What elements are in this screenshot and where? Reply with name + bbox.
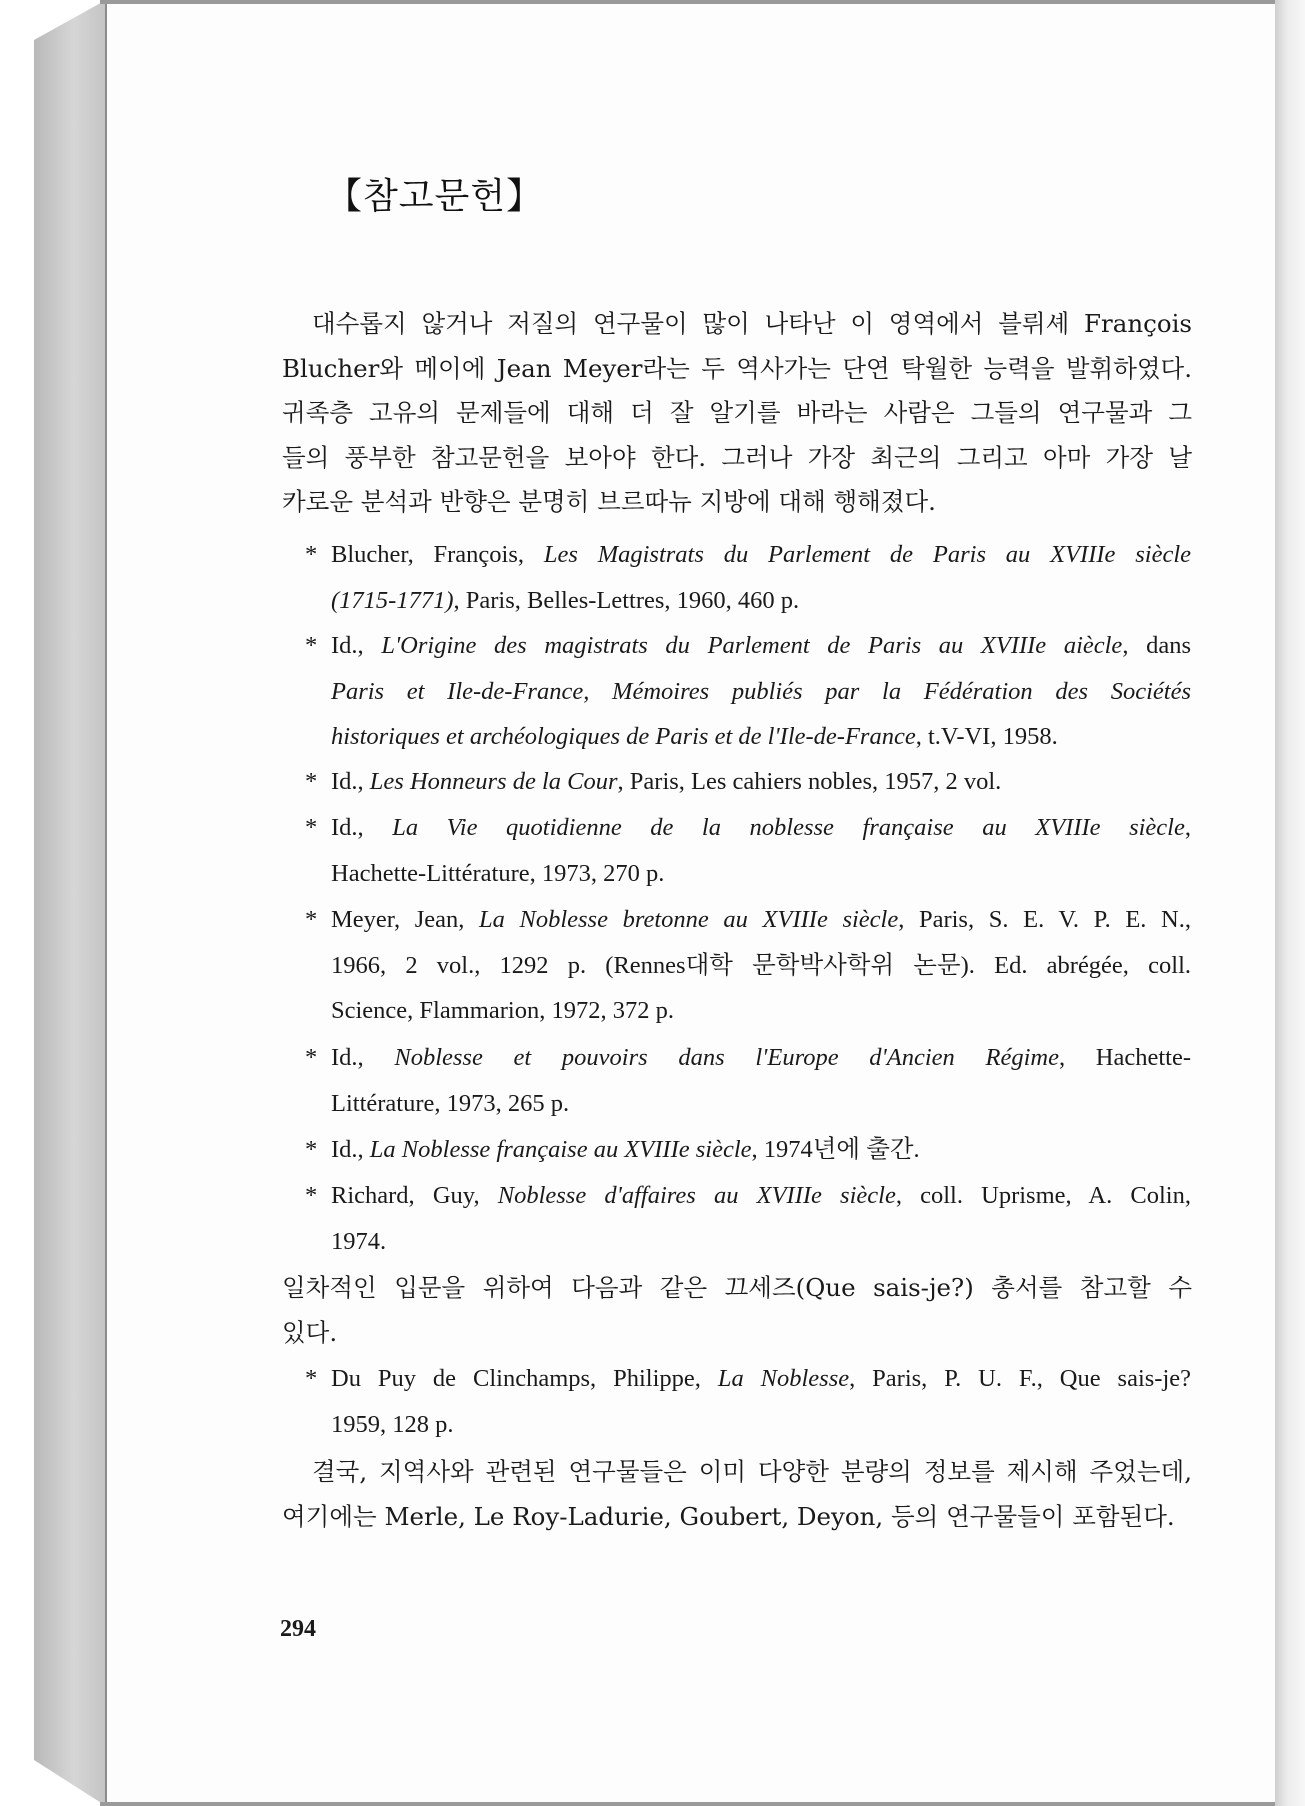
ref-text: , Paris, Les cahiers nobles, 1957, 2 vol. xyxy=(617,768,1002,795)
ref-text: Meyer, Jean, xyxy=(331,906,479,933)
text-line: 결국, 지역사와 관련된 연구물들은 이미 다양한 분량의 정보를 제시해 주었는데, xyxy=(312,1457,1192,1486)
text-line: 여기에는 Merle, Le Roy-Ladurie, Goubert, Deyon, 등의 연구물들이 포함된다. xyxy=(282,1501,1175,1531)
ref-text: Science, Flammarion, 1972, 372 p. xyxy=(331,997,674,1024)
ref-text: 1974. xyxy=(331,1227,387,1255)
ref-text: , Paris, Belles-Lettres, 1960, 460 p. xyxy=(453,586,800,614)
ref-text: Blucher, François, xyxy=(331,541,544,568)
ref-title: Noblesse d'affaires au XVIIIe siècle xyxy=(497,1182,896,1209)
ref-title: historiques et archéologiques de Paris et de l'Ile-de-France xyxy=(331,723,916,750)
reference-item xyxy=(305,1173,1191,1264)
bottom-border xyxy=(100,1802,1275,1806)
section-heading: 【참고문헌】 xyxy=(326,176,544,217)
text-line: 대수롭지 않거나 저질의 연구물이 많이 나타난 이 영역에서 블뤼셰 François xyxy=(312,309,1192,338)
ref-text: , 1974년에 출간. xyxy=(751,1136,920,1163)
ref-text: 1966, 2 vol., 1292 p. (Rennes대학 문학박사학위 논문). Ed. abrégée, coll. xyxy=(331,951,1191,979)
reference-item xyxy=(305,759,1191,805)
ref-text: Id., xyxy=(331,632,382,659)
ref-title: Paris et Ile-de-France, Mémoires publiés par la Fédération des Sociétés xyxy=(331,677,1191,705)
reference-item xyxy=(305,897,1191,1034)
bullet-star: * xyxy=(305,1182,318,1209)
ref-title: (1715-1771) xyxy=(331,586,454,614)
ref-text: , xyxy=(1184,814,1191,841)
reference-item xyxy=(305,1035,1191,1126)
bullet-star: * xyxy=(305,541,318,568)
ref-text: Richard, Guy, xyxy=(331,1182,498,1209)
page-number: 294 xyxy=(280,1616,316,1642)
bullet-star: * xyxy=(305,1365,318,1392)
ref-text: Id., xyxy=(331,1044,395,1071)
ref-text: , Paris, S. E. V. P. E. N., xyxy=(898,906,1191,933)
bullet-star: * xyxy=(305,1044,318,1071)
intro-paragraph xyxy=(282,302,1192,525)
bullet-star: * xyxy=(305,768,318,795)
page-edge-shadow xyxy=(1275,0,1305,1806)
text-line: 귀족층 고유의 문제들에 대해 더 잘 알기를 바라는 사람은 그들의 연구물과 그 xyxy=(282,398,1192,427)
bullet-star: * xyxy=(305,906,318,933)
text-line: 일차적인 입문을 위하여 다음과 같은 끄세즈(Que sais-je?) 총서를 참고할 수 xyxy=(282,1273,1192,1302)
bullet-star: * xyxy=(305,814,318,841)
reference-item xyxy=(305,532,1191,623)
ref-text: , Hachette- xyxy=(1058,1044,1191,1071)
top-border xyxy=(100,0,1275,4)
ref-text: , t.V-VI, 1958. xyxy=(915,723,1058,750)
reference-item xyxy=(305,1127,1191,1173)
ref-text: Id., xyxy=(331,1136,370,1163)
ref-title: La Noblesse bretonne au XVIIIe siècle xyxy=(479,906,899,933)
ref-text: Id., xyxy=(331,768,370,795)
book-spine xyxy=(34,0,106,1806)
ref-title: La Vie quotidienne de la noblesse française au XVIIIe siècle xyxy=(392,814,1185,841)
ref-text: Hachette-Littérature, 1973, 270 p. xyxy=(331,859,665,887)
ref-title: La Noblesse française au XVIIIe siècle xyxy=(369,1136,752,1163)
ref-title: Noblesse et pouvoirs dans l'Europe d'Ancien Régime xyxy=(394,1044,1059,1071)
text-line: 있다. xyxy=(282,1317,338,1347)
reference-item xyxy=(305,1356,1191,1447)
ref-title: La Noblesse xyxy=(717,1365,850,1392)
ref-text: Id., xyxy=(331,814,393,841)
closing-paragraph xyxy=(282,1450,1192,1539)
ref-text: , dans xyxy=(1122,632,1191,659)
ref-text: 1959, 128 p. xyxy=(331,1410,454,1438)
ref-text: Du Puy de Clinchamps, Philippe, xyxy=(331,1365,718,1392)
ref-title: Les Honneurs de la Cour xyxy=(369,768,618,795)
ref-title: Les Magistrats du Parlement de Paris au XVIIIe siècle xyxy=(543,541,1191,568)
que-sais-je-paragraph xyxy=(282,1266,1192,1355)
ref-text: , Paris, P. U. F., Que sais-je? xyxy=(849,1365,1191,1392)
text-line: Blucher와 메이에 Jean Meyer라는 두 역사가는 단연 탁월한 능력을 발휘하였다. xyxy=(282,353,1192,383)
reference-item xyxy=(305,805,1191,896)
bullet-star: * xyxy=(305,1136,318,1163)
text-line: 들의 풍부한 참고문헌을 보아야 한다. 그러나 가장 최근의 그리고 아마 가장 날 xyxy=(282,442,1192,472)
ref-text: Littérature, 1973, 265 p. xyxy=(331,1089,570,1117)
ref-text: , coll. Uprisme, A. Colin, xyxy=(895,1182,1191,1209)
text-line: 카로운 분석과 반향은 분명히 브르따뉴 지방에 대해 행해졌다. xyxy=(282,487,936,516)
bullet-star: * xyxy=(305,632,318,659)
ref-title: L'Origine des magistrats du Parlement de Paris au XVIIIe aiècle xyxy=(381,632,1123,659)
reference-item xyxy=(305,623,1191,760)
